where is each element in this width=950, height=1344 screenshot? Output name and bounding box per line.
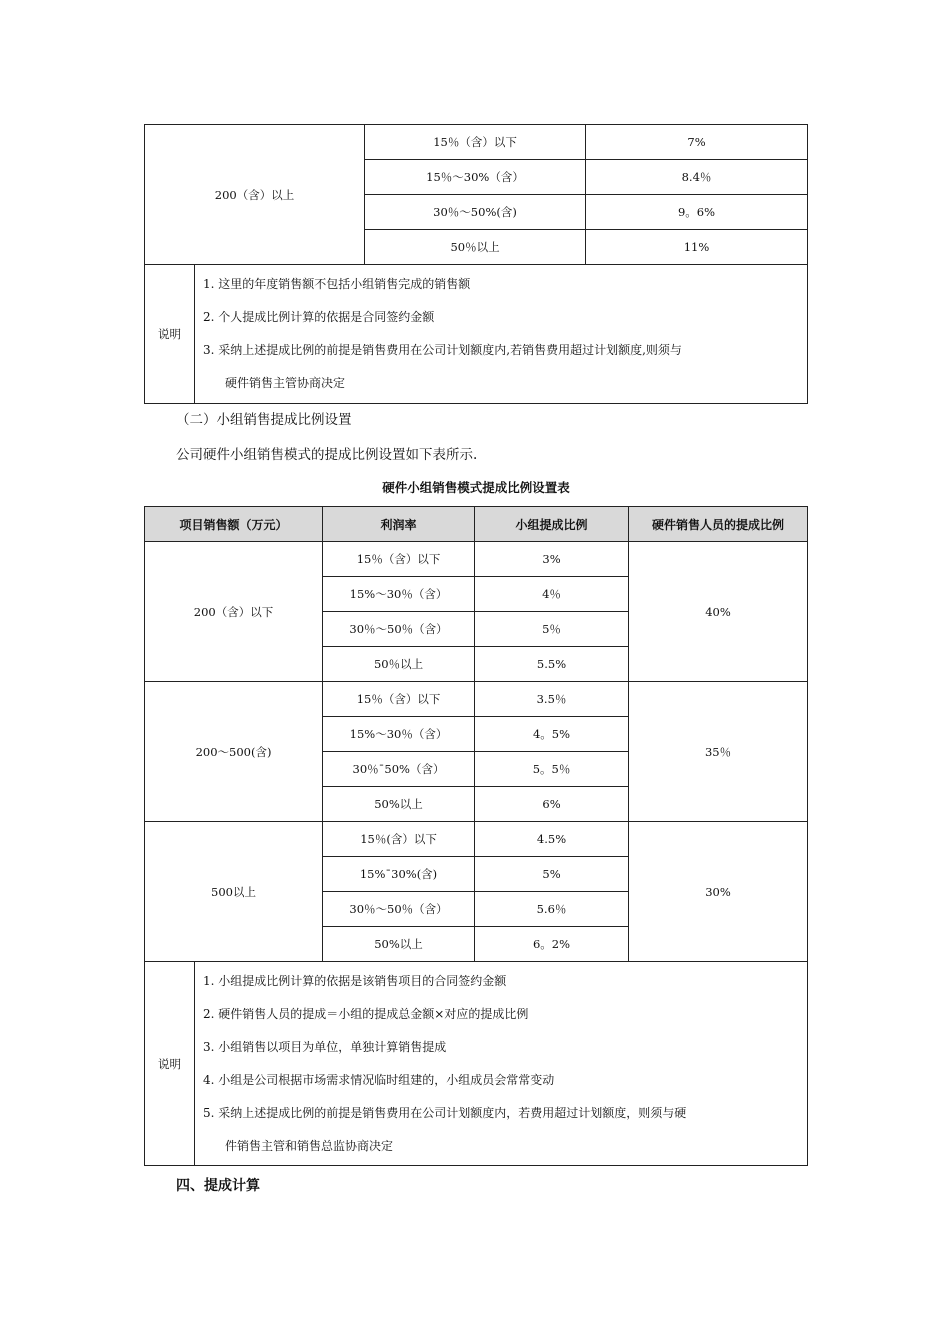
margin-cell: 30％～50％（含） [323, 612, 475, 647]
margin-cell: 50％以上 [365, 230, 586, 265]
team-rate-cell: 3% [475, 542, 629, 577]
margin-cell: 50％以上 [323, 647, 475, 682]
commission-table-individual [144, 124, 808, 404]
rate-cell: 9。6% [586, 195, 808, 230]
margin-cell: 15％～30%（含） [365, 160, 586, 195]
rate-cell: 7% [586, 125, 808, 160]
rate-cell: 11% [586, 230, 808, 265]
header-staff-rate: 硬件销售人员的提成比例 [629, 507, 808, 542]
margin-cell: 30％～50％（含） [323, 892, 475, 927]
header-team-rate: 小组提成比例 [475, 507, 629, 542]
margin-cell: 15％（含）以下 [323, 682, 475, 717]
note-line: 1. 这里的年度销售额不包括小组销售完成的销售额 [203, 277, 471, 291]
note-line: 件销售主管和销售总监协商决定 [225, 1139, 394, 1153]
notes-cell [195, 265, 808, 404]
notes-label: 说明 [145, 962, 195, 1166]
table-caption: 硬件小组销售模式提成比例设置表 [382, 480, 570, 495]
team-rate-cell: 5％ [475, 612, 629, 647]
note-line: 2. 个人提成比例计算的依据是合同签约金额 [203, 310, 435, 324]
note-line: 5. 采纳上述提成比例的前提是销售费用在公司计划额度内，若费用超过计划额度，则须与硬 [203, 1106, 687, 1120]
team-rate-cell: 6。2% [475, 927, 629, 962]
staff-rate-cell: 40% [629, 542, 808, 682]
header-margin: 利润率 [323, 507, 475, 542]
margin-cell: 15%¯30%(含) [323, 857, 475, 892]
margin-cell: 15％(含）以下 [323, 822, 475, 857]
margin-cell: 50%以上 [323, 927, 475, 962]
sales-range-cell: 500以上 [145, 822, 323, 962]
team-rate-cell: 5。5％ [475, 752, 629, 787]
staff-rate-cell: 35％ [629, 682, 808, 822]
team-rate-cell: 4。5% [475, 717, 629, 752]
team-rate-cell: 6% [475, 787, 629, 822]
note-line: 4. 小组是公司根据市场需求情况临时组建的，小组成员会常常变动 [203, 1073, 555, 1087]
note-line: 2. 硬件销售人员的提成＝小组的提成总金额×对应的提成比例 [203, 1007, 529, 1021]
margin-cell: 50%以上 [323, 787, 475, 822]
team-rate-cell: 5% [475, 857, 629, 892]
commission-table-team [144, 506, 808, 1166]
section-heading: （二）小组销售提成比例设置 [176, 412, 352, 428]
note-line: 1. 小组提成比例计算的依据是该销售项目的合同签约金额 [203, 974, 507, 988]
margin-cell: 15％（含）以下 [365, 125, 586, 160]
margin-cell: 15％（含）以下 [323, 542, 475, 577]
margin-cell: 30％¯50%（含） [323, 752, 475, 787]
team-rate-cell: 4％ [475, 577, 629, 612]
sales-range-cell: 200（含）以上 [145, 125, 365, 265]
team-rate-cell: 5.5% [475, 647, 629, 682]
team-rate-cell: 5.6％ [475, 892, 629, 927]
header-sales-amount: 项目销售额（万元） [145, 507, 323, 542]
margin-cell: 15%～30％（含） [323, 717, 475, 752]
rate-cell: 8.4％ [586, 160, 808, 195]
team-rate-cell: 3.5％ [475, 682, 629, 717]
notes-cell [195, 962, 808, 1166]
staff-rate-cell: 30% [629, 822, 808, 962]
team-rate-cell: 4.5% [475, 822, 629, 857]
sales-range-cell: 200（含）以下 [145, 542, 323, 682]
note-line: 3. 采纳上述提成比例的前提是销售费用在公司计划额度内,若销售费用超过计划额度,则须与 [203, 343, 682, 357]
note-line: 3. 小组销售以项目为单位，单独计算销售提成 [203, 1040, 447, 1054]
note-line: 硬件销售主管协商决定 [225, 376, 346, 390]
margin-cell: 15%～30％（含） [323, 577, 475, 612]
notes-label: 说明 [145, 265, 195, 404]
section4-heading: 四、提成计算 [176, 1178, 260, 1194]
sales-range-cell: 200～500(含) [145, 682, 323, 822]
intro-paragraph: 公司硬件小组销售模式的提成比例设置如下表所示. [176, 447, 478, 463]
margin-cell: 30％～50%(含) [365, 195, 586, 230]
